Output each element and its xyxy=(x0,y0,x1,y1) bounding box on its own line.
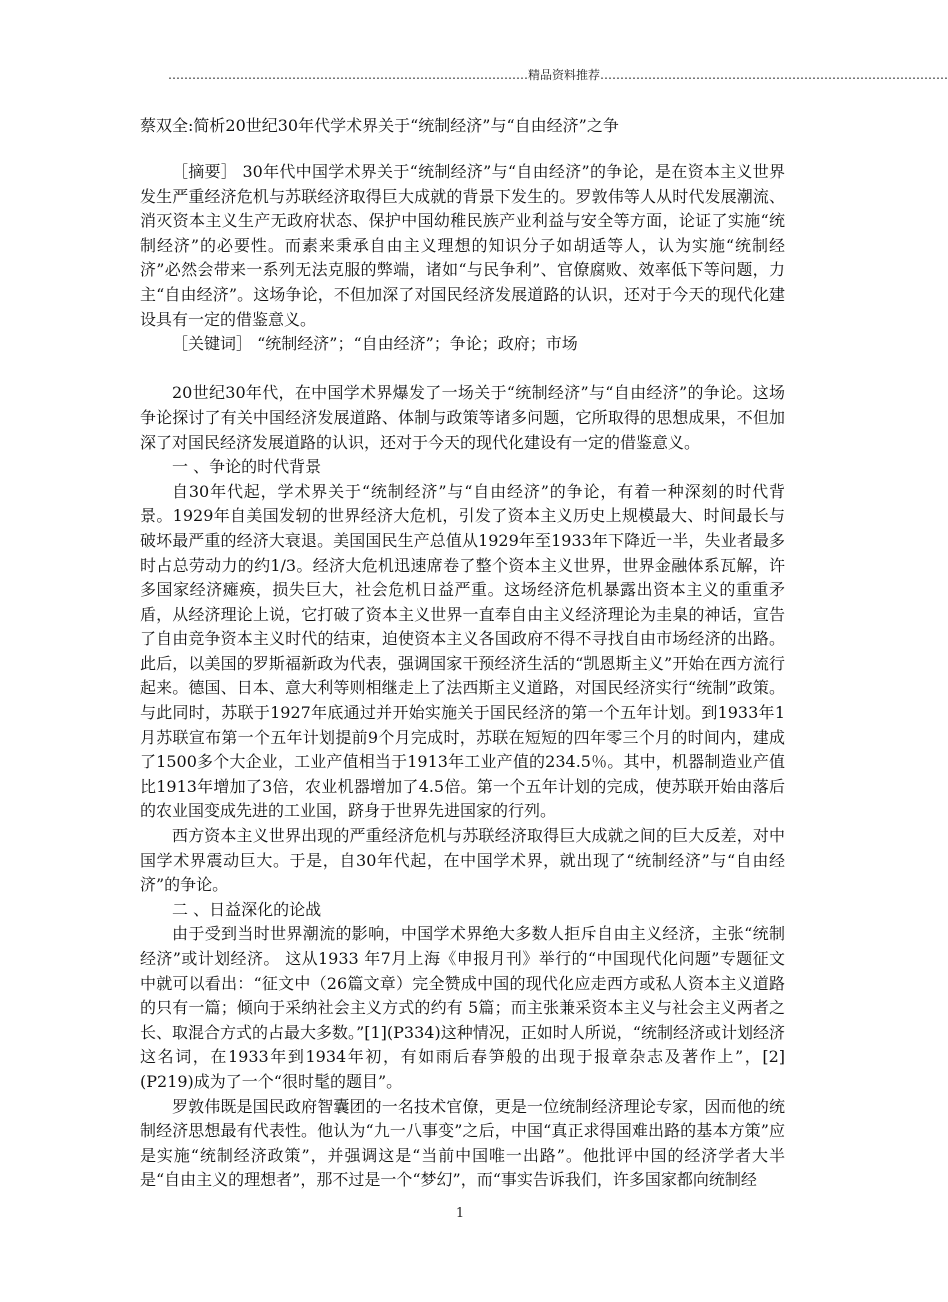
article-body xyxy=(140,160,785,1193)
paragraph-luo-dunwei: 罗敦伟既是国民政府智囊团的一名技术官僚，更是一位统制经济理论专家，因而他的统制经济思想最有代表性。他认为“九一八事变”之后，中国“真正求得国难出路的基本方策”应是实施“统制经济政策”，并强调这是“当前中国唯一出路”。他批评中国的经济学者大半是“自由主义的理想者”，那不过是一个“梦幻”，而“事实告诉我们，许多国家都向统制经 xyxy=(140,1096,785,1190)
section-heading-1: 一 、争论的时代背景 xyxy=(172,457,322,477)
paragraph-intro: 20世纪30年代，在中国学术界爆发了一场关于“统制经济”与“自由经济”的争论。这场争论探讨了有关中国经济发展道路、体制与政策等诸多问题，它所取得的思想成果，不但加深了对国民经济发展道路的认识，还对于今天的现代化建设有一定的借鉴意义。 xyxy=(140,383,785,452)
article-title: 蔡双全:简析20世纪30年代学术界关于“统制经济”与“自由经济”之争 xyxy=(140,116,619,135)
keywords: ［关键词］ “统制经济”；“自由经济”；争论；政府；市场 xyxy=(172,334,578,354)
paragraph-contrast: 西方资本主义世界出现的严重经济危机与苏联经济取得巨大成就之间的巨大反差，对中国学术界震动巨大。于是，自30年代起，在中国学术界，就出现了“统制经济”与“自由经济”的争论。 xyxy=(140,826,785,895)
paragraph-trend: 由于受到当时世界潮流的影响，中国学术界绝大多数人拒斥自由主义经济，主张“统制经济”或计划经济。 这从1933 年7月上海《申报月刊》举行的“中国现代化问题”专题征文中就可以看出：“征文中（26篇文章）完全赞成中国的现代化应走西方或私人资本主义道路的只有一篇；倾向于采纳社会主义方式的约有 5篇；而主张兼采资本主义与社会主义两者之长、取混合方式的占最大多数。”[1](P334)这种情况，正如时人所说，“统制经济或计划经济这名词，在1933年到1934年初，有如雨后春笋般的出现于报章杂志及著作上”，[2](P219)成为了一个“很时髦的题目”。 xyxy=(140,924,785,1091)
paragraph-background: 自30年代起，学术界关于“统制经济”与“自由经济”的争论，有着一种深刻的时代背景。1929年自美国发轫的世界经济大危机，引发了资本主义历史上规模最大、时间最长与破坏最严重的经济大衰退。美国国民生产总值从1929年至1933年下降近一半，失业者最多时占总劳动力的约1/3。经济大危机迅速席卷了整个资本主义世界，世界金融体系瓦解，许多国家经济瘫痪，损失巨大，社会危机日益严重。这场经济危机暴露出资本主义的重重矛盾，从经济理论上说，它打破了资本主义世界一直奉自由主义经济理论为圭臬的神话，宣告了自由竞争资本主义时代的结束，迫使资本主义各国政府不得不寻找自由市场经济的出路。此后，以美国的罗斯福新政为代表，强调国家干预经济生活的“凯恩斯主义”开始在西方流行起来。德国、日本、意大利等则相继走上了法西斯主义道路，对国民经济实行“统制”政策。与此同时，苏联于1927年底通过并开始实施关于国民经济的第一个五年计划。到1933年1月苏联宣布第一个五年计划提前9个月完成时，苏联在短短的四年零三个月的时间内，建成了1500多个大企业，工业产值相当于1913年工业产值的234.5％。其中，机器制造业产值比1913年增加了3倍，农业机器增加了4.5倍。第一个五年计划的完成，使苏联开始由落后的农业国变成先进的工业国，跻身于世界先进国家的行列。 xyxy=(140,481,785,821)
section-heading-2: 二 、日益深化的论战 xyxy=(172,899,322,919)
page-number: 1 xyxy=(455,1206,465,1221)
abstract: ［摘要］ 30年代中国学术界关于“统制经济”与“自由经济”的争论，是在资本主义世界发生严重经济危机与苏联经济取得巨大成就的背景下发生的。罗敦伟等人从时代发展潮流、消灭资本主义生产无政府状态、保护中国幼稚民族产业利益与安全等方面，论证了实施“统制经济”的必要性。而素来秉承自由主义理想的知识分子如胡适等人，认为实施“统制经济”必然会带来一系列无法克服的弊端，诸如“与民争利”、官僚腐败、效率低下等问题，力主“自由经济”。这场争论，不但加深了对国民经济发展道路的认识，还对于今天的现代化建设具有一定的借鉴意义。 xyxy=(140,162,785,329)
page-header: ………………………………………………………………………………精品资料推荐…………………………………………………………………………… xyxy=(168,68,948,82)
